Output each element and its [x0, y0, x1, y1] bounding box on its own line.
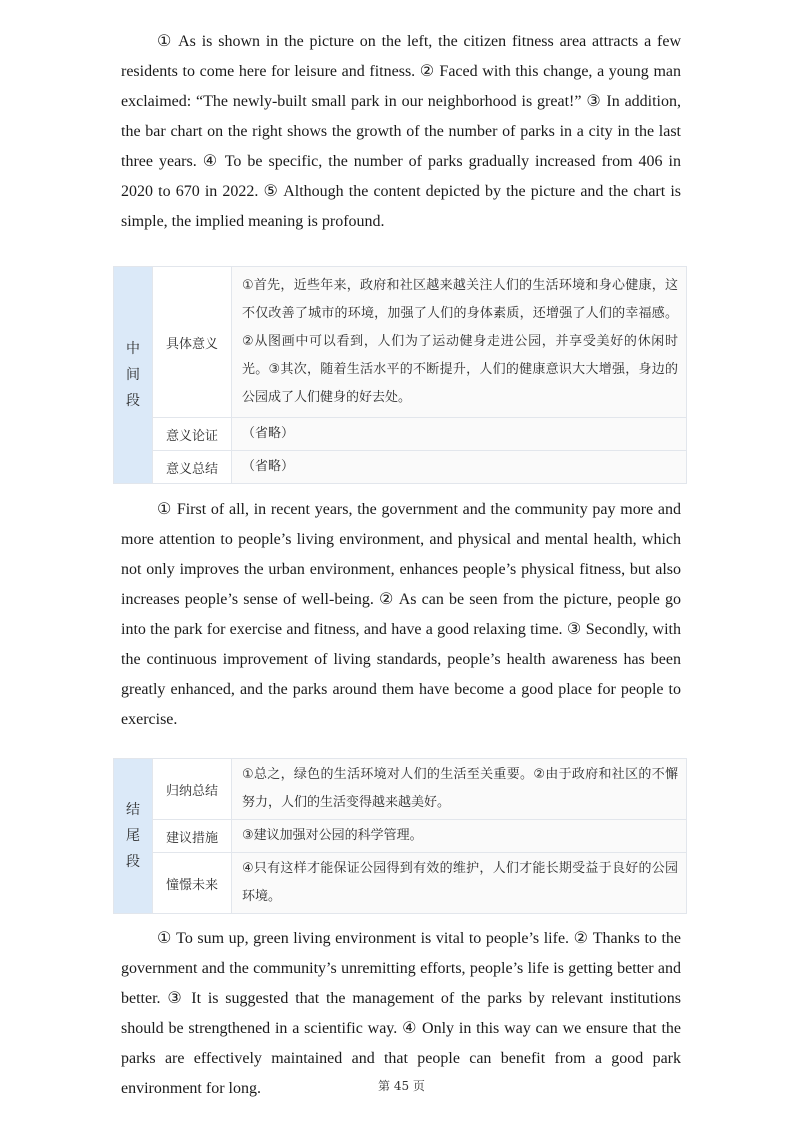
row-text-meaning-summary: （省略） — [232, 451, 687, 484]
row-label-future: 憧憬未来 — [153, 853, 232, 914]
row-text-meaning-argument: （省略） — [232, 418, 687, 451]
intro-paragraph: ① As is shown in the picture on the left, the citizen fitness area attracts a few residents to come here for leisure and fitness. ② Faced with this change, a young man exclaimed: “The newly-built small park in our neighborhood is great!” ③ In addition, the bar chart on the right shows the growth of the number of parks in a city in the last three years. ④ To be specific, the number of parks gradually increased from 406 in 2020 to 670 in 2022. ⑤ Although the content depicted by the picture and the chart is simple, the implied meaning is profound. — [121, 33, 681, 230]
middle-section-table — [113, 266, 687, 484]
ending-section-table — [113, 758, 687, 914]
row-text-summary: ①总之，绿色的生活环境对人们的生活至关重要。②由于政府和社区的不懈努力，人们的生活变得越来越美好。 — [232, 759, 687, 820]
row-text-specific-meaning: ①首先，近些年来，政府和社区越来越关注人们的生活环境和身心健康，这不仅改善了城市的环境，加强了人们的身体素质，还增强了人们的幸福感。②从图画中可以看到，人们为了运动健身走进公园，并享受美好的休闲时光。③其次，随着生活水平的不断提升，人们的健康意识大大增强，身边的公园成了人们健身的好去处。 — [232, 267, 687, 418]
middle-section-label: 中 间 段 — [114, 267, 153, 484]
page-number: 第 45 页 — [378, 1079, 425, 1093]
middle-paragraph: ① First of all, in recent years, the government and the community pay more and more attention to people’s living environment, and physical and mental health, which not only improves the urban environment, enhances people’s physical fitness, but also increases people’s sense of well-being. ② As can be seen from the picture, people go into the park for exercise and fitness, and have a good relaxing time. ③ Secondly, with the continuous improvement of living standards, people’s health awareness has been greatly enhanced, and the parks around them have become a good place for people to exercise. — [121, 501, 681, 728]
row-text-future: ④只有这样才能保证公园得到有效的维护，人们才能长期受益于良好的公园环境。 — [232, 853, 687, 914]
row-label-summary: 归纳总结 — [153, 759, 232, 820]
row-label-suggestion: 建议措施 — [153, 820, 232, 853]
row-label-meaning-argument: 意义论证 — [153, 418, 232, 451]
row-label-specific-meaning: 具体意义 — [153, 267, 232, 418]
row-label-meaning-summary: 意义总结 — [153, 451, 232, 484]
ending-paragraph: ① To sum up, green living environment is vital to people’s life. ② Thanks to the government and the community’s unremitting efforts, people’s life is getting better and better. ③ It is suggested that the management of the parks by relevant institutions should be strengthened in a scientific way. ④ Only in this way can we ensure that the parks are effectively maintained and that people can benefit from a good park environment for long. — [121, 930, 681, 1097]
ending-section-label: 结 尾 段 — [114, 759, 153, 914]
row-text-suggestion: ③建议加强对公园的科学管理。 — [232, 820, 687, 853]
